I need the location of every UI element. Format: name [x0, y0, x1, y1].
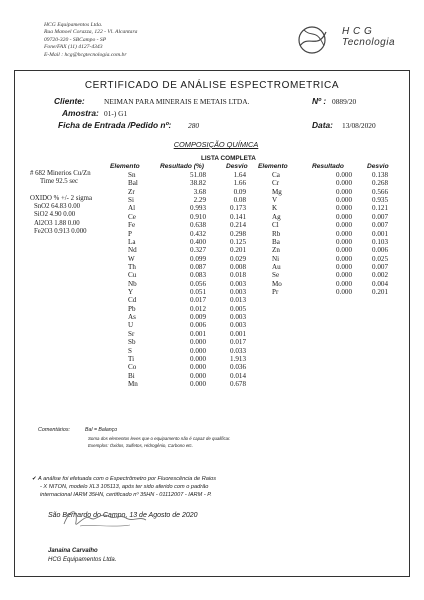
cell-dev: 0.121: [372, 204, 388, 213]
table-row: [120, 246, 250, 254]
cell-dev: 0.001: [372, 229, 388, 238]
cell-result: 0.009: [190, 313, 206, 322]
cell-dev: 0.008: [230, 262, 246, 271]
cell-name: Cd: [128, 296, 137, 305]
table-row: [120, 238, 250, 246]
cell-dev: 0.014: [230, 371, 246, 380]
cell-dev: 0.003: [230, 288, 246, 297]
client-value: NEIMAN PARA MINERAIS E METAIS LTDA.: [104, 97, 250, 106]
cell-result: 0.000: [336, 254, 352, 263]
cell-name: Zn: [272, 246, 280, 255]
cell-name: W: [128, 254, 135, 263]
method-line: # 682 Minerios Cu/Zn: [30, 170, 91, 177]
cell-name: U: [128, 321, 134, 330]
table-row: [262, 246, 390, 254]
table-row: [262, 271, 390, 279]
cell-result: 0.001: [190, 329, 206, 338]
method-info-block: [30, 170, 92, 236]
table-row: [262, 263, 390, 271]
cell-name: Ti: [128, 354, 135, 363]
cell-result: 0.017: [190, 296, 206, 305]
table-row: [262, 171, 390, 179]
table-row: [262, 179, 390, 187]
cell-dev: 0.003: [230, 279, 246, 288]
cell-result: 0.000: [336, 279, 352, 288]
company-street: Rua Manoel Corazza, 122 - Vl. Alcantara: [44, 29, 138, 36]
cell-dev: 0.141: [230, 212, 246, 221]
table-row: [120, 288, 250, 296]
cell-name: Bi: [128, 371, 135, 380]
cell-result: 0.087: [190, 262, 206, 271]
table-row: [120, 338, 250, 346]
cell-result: 0.910: [190, 212, 206, 221]
cell-name: Nd: [128, 246, 137, 255]
cell-dev: 0.001: [230, 329, 246, 338]
cell-result: 0.000: [336, 271, 352, 280]
cell-dev: 0.003: [230, 313, 246, 322]
cell-name: Mo: [272, 279, 282, 288]
date-value: 13/08/2020: [342, 121, 376, 130]
col-header-dev-left: Desvio: [226, 163, 248, 170]
cell-result: 0.000: [190, 346, 206, 355]
cell-dev: 0.173: [230, 204, 246, 213]
cell-dev: 0.08: [233, 196, 246, 205]
col-header-result-right: Resultado: [312, 163, 344, 170]
cell-name: Cr: [272, 179, 280, 188]
table-row: [262, 280, 390, 288]
table-row: [120, 280, 250, 288]
table-row: [120, 213, 250, 221]
cell-name: K: [272, 204, 278, 213]
table-row: [262, 221, 390, 229]
cell-dev: 1.66: [233, 179, 246, 188]
check-mark-icon: ✔: [32, 476, 37, 482]
cell-result: 0.000: [336, 204, 352, 213]
method-line: SnO2 64.83 0.00: [34, 203, 81, 211]
sample-label: Amostra:: [62, 108, 99, 118]
cell-name: Pr: [272, 288, 279, 297]
cell-dev: 0.125: [230, 237, 246, 246]
table-row: [262, 230, 390, 238]
analysis-note: [32, 475, 392, 499]
table-row: [120, 204, 250, 212]
cell-name: Mn: [128, 379, 138, 388]
cell-dev: 0.003: [230, 321, 246, 330]
note-line1: A análise foi efetuada com o Espectrômetro por Fluorescência de Raios: [38, 476, 217, 482]
cell-dev: 0.029: [230, 254, 246, 263]
cell-dev: 0.103: [372, 237, 388, 246]
client-label: Cliente:: [54, 96, 85, 106]
cell-result: 3.68: [193, 187, 206, 196]
cell-name: Y: [128, 288, 134, 297]
cell-result: 0.000: [336, 187, 352, 196]
company-city: 09720-320 - SBCampo - SP: [44, 36, 107, 43]
cell-name: Nb: [128, 279, 137, 288]
cell-dev: 0.006: [372, 246, 388, 255]
logo-text: H C G Tecnologia: [342, 26, 396, 48]
table-row: [120, 296, 250, 304]
cell-dev: 0.004: [372, 279, 388, 288]
cell-dev: 0.678: [230, 379, 246, 388]
cell-result: 0.000: [336, 229, 352, 238]
cell-result: 0.000: [336, 196, 352, 205]
cell-name: P: [128, 229, 132, 238]
cell-dev: 0.018: [230, 271, 246, 280]
list-title: LISTA COMPLETA: [201, 155, 256, 162]
cell-name: Sn: [128, 171, 136, 179]
cell-result: 0.432: [190, 229, 206, 238]
table-row: [262, 255, 390, 263]
sample-value: 01-) G1: [104, 109, 128, 118]
cell-name: Co: [128, 363, 137, 372]
comments-label: Comentários:: [38, 427, 71, 433]
table-row: [120, 330, 250, 338]
results-table-right: [262, 171, 390, 296]
cell-dev: 1.64: [233, 171, 246, 179]
cell-result: 0.000: [336, 221, 352, 230]
cell-name: Fe: [128, 221, 136, 230]
cell-result: 0.000: [336, 179, 352, 188]
comments-line3: Exemplos: Óxidos, Sulfetos, Hidrogênio, Carbono etc.: [88, 443, 193, 448]
table-row: [120, 171, 250, 179]
table-row: [120, 221, 250, 229]
cell-name: Ce: [128, 212, 136, 221]
col-header-element-right: Elemento: [258, 163, 288, 170]
method-line: OXIDO % +/- 2 sigma: [30, 194, 92, 202]
table-row: [120, 321, 250, 329]
cell-name: Cu: [128, 271, 137, 280]
table-row: [120, 363, 250, 371]
place-date: São Bernardo do Campo, 13 de Agosto de 2020: [48, 512, 198, 519]
table-row: [120, 305, 250, 313]
cell-result: 0.000: [190, 338, 206, 347]
cell-name: Sb: [128, 338, 136, 347]
table-row: [120, 347, 250, 355]
table-row: [120, 230, 250, 238]
cell-result: 0.000: [336, 237, 352, 246]
composition-section-title: COMPOSIÇÃO QUÍMICA: [173, 140, 259, 149]
cell-dev: 0.036: [230, 363, 246, 372]
cell-result: 0.000: [190, 354, 206, 363]
cell-result: 0.012: [190, 304, 206, 313]
cell-result: 0.056: [190, 279, 206, 288]
table-row: [120, 179, 250, 187]
cell-name: Si: [128, 196, 134, 205]
cell-name: Al: [128, 204, 136, 213]
cell-result: 0.000: [336, 246, 352, 255]
table-row: [262, 288, 390, 296]
cell-result: 0.051: [190, 288, 206, 297]
cell-result: 0.099: [190, 254, 206, 263]
col-header-element-left: Elemento: [110, 163, 140, 170]
table-row: [262, 213, 390, 221]
cell-name: Bal: [128, 179, 138, 188]
table-row: [120, 196, 250, 204]
cell-result: 0.638: [190, 221, 206, 230]
method-line: Al2O3 1.88 0.00: [34, 219, 80, 227]
cell-result: 0.000: [336, 171, 352, 179]
cell-dev: 1.913: [230, 354, 246, 363]
method-line: SiO2 4.90 0.00: [34, 211, 76, 219]
cell-name: La: [128, 237, 136, 246]
cell-result: 51.08: [190, 171, 206, 179]
table-row: [262, 238, 390, 246]
cell-name: Cl: [272, 221, 279, 230]
cell-result: 0.000: [190, 363, 206, 372]
cell-result: 0.000: [336, 262, 352, 271]
cell-result: 0.000: [190, 371, 206, 380]
cell-name: Rb: [272, 229, 281, 238]
signer-company: HCG Equipamentos Ltda.: [48, 557, 117, 563]
cell-dev: 0.935: [372, 196, 388, 205]
cell-result: 0.000: [190, 379, 206, 388]
cell-result: 0.400: [190, 237, 206, 246]
method-line: [30, 187, 92, 195]
table-row: [120, 271, 250, 279]
table-row: [262, 196, 390, 204]
cell-name: Ba: [272, 237, 280, 246]
company-email: E-Mail : hcg@hcgtecnologia.com.br: [44, 51, 127, 58]
company-address-block: [44, 22, 137, 59]
cell-dev: 0.007: [372, 221, 388, 230]
cell-dev: 0.566: [372, 187, 388, 196]
signer-name: Janaina Carvalho: [48, 548, 98, 554]
company-phone: Fone/FAX (11) 4127-4343: [44, 44, 103, 51]
comments-value: Bal = Balanço: [85, 427, 118, 433]
cell-name: Zr: [128, 187, 135, 196]
certificate-title: CERTIFICADO DE ANÁLISE ESPECTROMETRICA: [84, 80, 340, 91]
cell-result: 0.327: [190, 246, 206, 255]
cell-name: S: [128, 346, 132, 355]
cell-name: Ag: [272, 212, 281, 221]
cell-dev: 0.268: [372, 179, 388, 188]
entry-label: Ficha de Entrada /Pedido nº:: [58, 120, 172, 130]
cell-result: 0.006: [190, 321, 206, 330]
col-header-dev-right: Desvio: [367, 163, 389, 170]
cell-name: Mg: [272, 187, 282, 196]
entry-value: 280: [188, 121, 200, 130]
signature-scribble-icon: [60, 504, 150, 532]
cell-result: 0.000: [336, 288, 352, 297]
cell-result: 0.083: [190, 271, 206, 280]
cell-dev: 0.005: [230, 304, 246, 313]
logo-swirl-icon: [290, 20, 340, 60]
cell-dev: 0.201: [372, 288, 388, 297]
cell-result: 2.29: [193, 196, 206, 205]
table-row: [120, 263, 250, 271]
cell-dev: 0.09: [233, 187, 246, 196]
cell-dev: 0.298: [230, 229, 246, 238]
cell-name: Th: [128, 262, 136, 271]
results-table-left: [120, 171, 250, 388]
company-name: HCG Equipamentos Ltda.: [44, 22, 103, 28]
note-line2: - X NITON, modelo XL3 105113, após ter sido aferido com o padrão: [40, 484, 209, 490]
cell-name: As: [128, 313, 136, 322]
cell-name: Sr: [128, 329, 135, 338]
cell-result: 0.000: [336, 212, 352, 221]
table-row: [120, 380, 250, 388]
table-row: [120, 188, 250, 196]
table-row: [120, 372, 250, 380]
table-row: [120, 313, 250, 321]
cell-dev: 0.033: [230, 346, 246, 355]
comments-line2: Soma dos elementos leves que o equipamento não é capaz de qualificar.: [88, 436, 231, 441]
cell-name: Ni: [272, 254, 280, 263]
cell-dev: 0.013: [230, 296, 246, 305]
method-line: Time 92.5 sec: [40, 178, 79, 186]
table-row: [262, 204, 390, 212]
date-label: Data:: [312, 120, 333, 130]
method-line: Fe2O3 0.913 0.000: [34, 228, 87, 236]
cell-dev: 0.007: [372, 262, 388, 271]
cell-dev: 0.007: [372, 212, 388, 221]
table-row: [262, 188, 390, 196]
cell-result: 38.82: [190, 179, 206, 188]
cell-name: V: [272, 196, 278, 205]
cell-result: 0.993: [190, 204, 206, 213]
cell-name: Au: [272, 262, 281, 271]
number-label: Nº :: [312, 96, 327, 106]
cell-name: Se: [272, 271, 280, 280]
col-header-result-left: Resultado (%): [160, 163, 204, 170]
number-value: 0889/20: [332, 97, 357, 106]
table-row: [120, 355, 250, 363]
note-line3: internacional IARM 35HN, certificado nº 35HN - 01112007 - IARM - P.: [40, 492, 212, 498]
cell-dev: 0.025: [372, 254, 388, 263]
cell-name: Pb: [128, 304, 136, 313]
cell-dev: 0.214: [230, 221, 246, 230]
cell-dev: 0.138: [372, 171, 388, 179]
cell-name: Ca: [272, 171, 280, 179]
cell-dev: 0.002: [372, 271, 388, 280]
cell-dev: 0.017: [230, 338, 246, 347]
cell-dev: 0.201: [230, 246, 246, 255]
company-logo: [290, 20, 410, 60]
table-row: [120, 255, 250, 263]
